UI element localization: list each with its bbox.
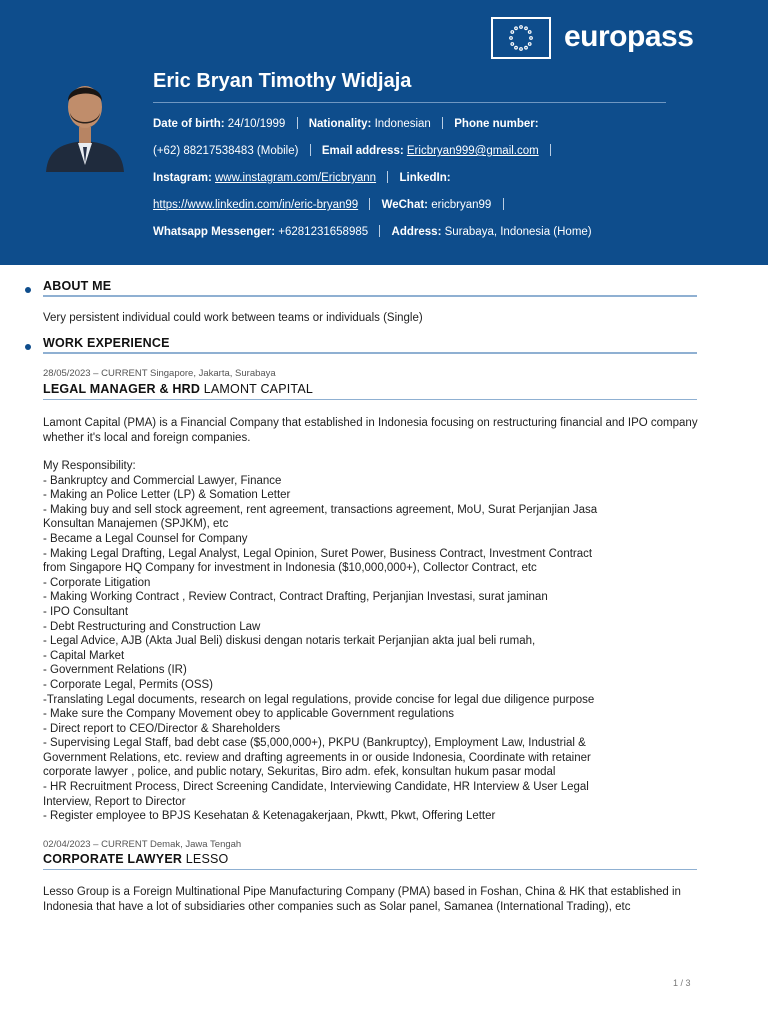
instagram-link[interactable]: www.instagram.com/Ericbryann — [215, 172, 377, 184]
about-section-divider — [43, 295, 697, 297]
separator — [503, 198, 504, 210]
separator — [297, 117, 298, 129]
job-meta: 28/05/2023 – CURRENT Singapore, Jakarta, Surabaya — [43, 368, 276, 379]
responsibility-item: - Legal Advice, AJB (Akta Jual Beli) diskusi dengan notaris terkait Perjanjian akta jual beli rumah, — [43, 635, 536, 648]
dob-label: Date of birth: — [153, 118, 225, 130]
phone-label: Phone number: — [454, 118, 539, 130]
responsibility-list — [43, 459, 703, 824]
work-section-divider — [43, 352, 697, 354]
linkedin-label: LinkedIn: — [399, 172, 451, 184]
address-value: Surabaya, Indonesia (Home) — [444, 226, 592, 238]
job-company: LESSO — [182, 852, 229, 866]
instagram-label: Instagram: — [153, 172, 212, 184]
info-line-3 — [153, 171, 451, 184]
header-banner — [0, 0, 768, 265]
responsibility-item: Konsultan Manajemen (SPJKM), etc — [43, 518, 229, 531]
europass-logo: europass — [564, 20, 694, 53]
responsibility-item: - IPO Consultant — [43, 605, 129, 618]
separator — [369, 198, 370, 210]
responsibility-item: - Making Legal Drafting, Legal Analyst, Legal Opinion, Suret Power, Business Contract, Investment Contract — [43, 547, 593, 560]
wechat-value: ericbryan99 — [431, 199, 492, 211]
separator — [442, 117, 443, 129]
responsibility-item: - Making buy and sell stock agreement, rent agreement, transactions agreement, MoU, Surat Perjanjian Jasa — [43, 503, 598, 516]
job-title — [43, 382, 313, 396]
job-divider — [43, 869, 697, 870]
responsibility-item: - Capital Market — [43, 649, 125, 662]
email-link[interactable]: Ericbryan999@gmail.com — [406, 145, 539, 157]
whatsapp-value: +6281231658985 — [278, 226, 369, 238]
address-label: Address: — [391, 226, 442, 238]
job-role: LEGAL MANAGER & HRD — [43, 382, 201, 396]
responsibility-item: -Translating Legal documents, research on legal regulations, provide concise for legal due diligence purpose — [43, 693, 595, 706]
separator — [550, 144, 551, 156]
about-section-title: ABOUT ME — [43, 279, 112, 293]
name-divider — [153, 102, 666, 103]
dob-value: 24/10/1999 — [227, 118, 286, 130]
responsibility-item: - Direct report to CEO/Director & Shareholders — [43, 722, 281, 735]
responsibility-item: Interview, Report to Director — [43, 795, 186, 808]
responsibility-item: - HR Recruitment Process, Direct Screening Candidate, Interviewing Candidate, HR Interview & User Legal — [43, 781, 589, 794]
info-line-4 — [153, 198, 512, 211]
linkedin-link[interactable]: https://www.linkedin.com/in/eric-bryan99 — [153, 199, 359, 211]
separator — [387, 171, 388, 183]
page-number: 1 / 3 — [673, 978, 691, 988]
work-section-title: WORK EXPERIENCE — [43, 336, 170, 350]
nationality-value: Indonesian — [374, 118, 431, 130]
wechat-label: WeChat: — [381, 199, 429, 211]
candidate-name: Eric Bryan Timothy Widjaja — [153, 70, 412, 92]
job-description: Lesso Group is a Foreign Multinational Pipe Manufacturing Company (PMA) based in Foshan, China & HK that established in Indonesia that have a lot of subsidiaries other companies such as Solar panel, Samanea (International Trading), etc — [43, 886, 681, 913]
eu-flag-icon — [491, 17, 551, 59]
nationality-label: Nationality: — [308, 118, 372, 130]
responsibility-item: - Making Working Contract , Review Contract, Contract Drafting, Perjanjian Investasi, surat jaminan — [43, 591, 548, 604]
job-role: CORPORATE LAWYER — [43, 852, 183, 866]
responsibility-item: - Became a Legal Counsel for Company — [43, 532, 248, 545]
responsibility-item: - Bankruptcy and Commercial Lawyer, Finance — [43, 474, 282, 487]
job-company: LAMONT CAPITAL — [200, 382, 314, 396]
responsibility-item: - Making an Police Letter (LP) & Somation Letter — [43, 489, 291, 502]
job-meta: 02/04/2023 – CURRENT Demak, Jawa Tengah — [43, 839, 242, 850]
responsibility-item: - Government Relations (IR) — [43, 664, 187, 677]
responsibility-item: - Corporate Litigation — [43, 576, 151, 589]
job-description: Lamont Capital (PMA) is a Financial Company that established in Indonesia focusing on restructuring financial and IPO company whether it's local and foreign companies. — [43, 417, 698, 444]
responsibility-item: corporate lawyer , police, and public notary, Sekuritas, Biro adm. efek, konsultan hukum pasar modal — [43, 766, 556, 779]
email-label: Email address: — [321, 145, 404, 157]
responsibility-title: My Responsibility: — [43, 460, 136, 472]
info-line-1 — [153, 117, 539, 130]
info-line-2 — [153, 144, 559, 157]
avatar — [38, 67, 132, 172]
responsibility-item: - Supervising Legal Staff, bad debt case ($5,000,000+), PKPU (Bankruptcy), Employment Law, Industrial & — [43, 737, 586, 750]
whatsapp-label: Whatsapp Messenger: — [153, 226, 276, 238]
section-bullet-icon — [25, 344, 31, 350]
job-title — [43, 852, 228, 866]
responsibility-item: - Make sure the Company Movement obey to applicable Government regulations — [43, 708, 455, 721]
responsibility-item: - Register employee to BPJS Kesehatan & Ketenagakerjaan, Pkwtt, Pkwt, Offering Letter — [43, 810, 496, 823]
responsibility-item: - Debt Restructuring and Construction Law — [43, 620, 261, 633]
section-bullet-icon — [25, 287, 31, 293]
responsibility-item: Government Relations, etc. review and drafting agreements in or ouside Indonesia, Coordinate with retainer — [43, 751, 591, 764]
phone-value: (+62) 88217538483 (Mobile) — [153, 145, 299, 157]
separator — [310, 144, 311, 156]
about-text: Very persistent individual could work between teams or individuals (Single) — [43, 312, 423, 324]
responsibility-item: from Singapore HQ Company for investment in Indonesia ($10,000,000+), Collector Contract, etc — [43, 562, 537, 575]
info-line-5 — [153, 225, 592, 238]
job-divider — [43, 399, 697, 400]
responsibility-item: - Corporate Legal, Permits (OSS) — [43, 678, 214, 691]
separator — [379, 225, 380, 237]
